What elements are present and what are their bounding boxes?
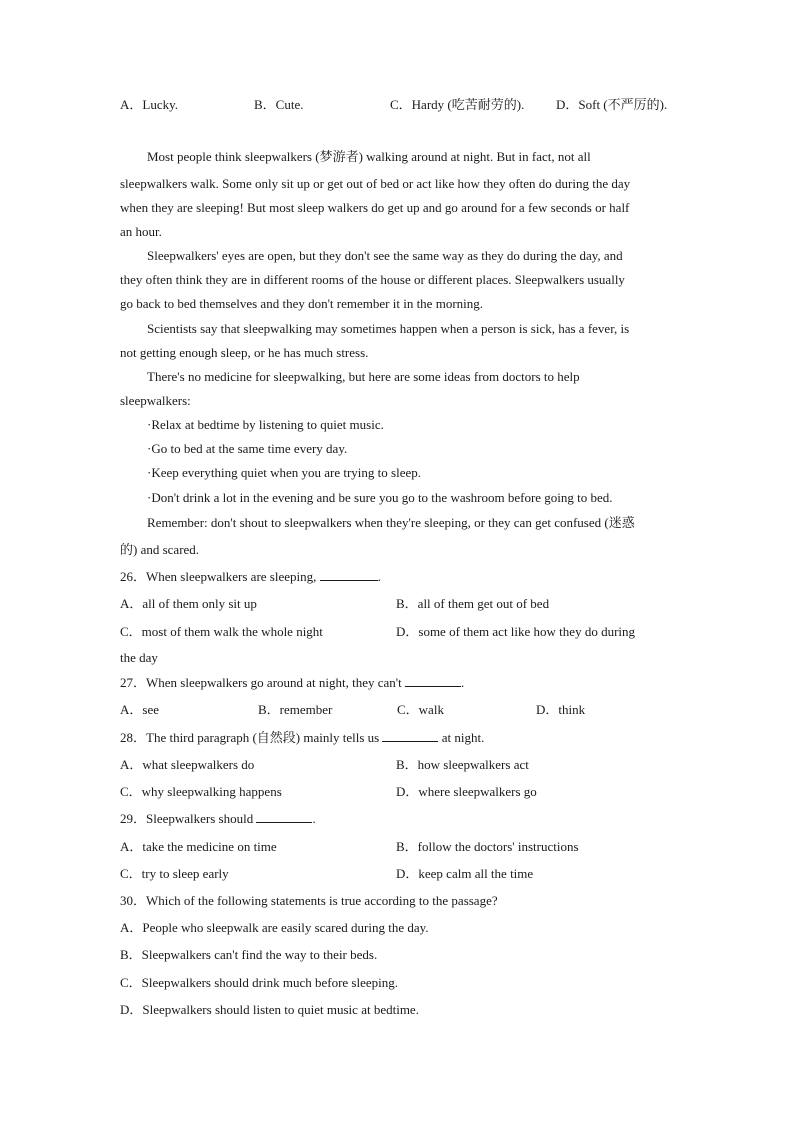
q30-option-d: D．Sleepwalkers should listen to quiet music at bedtime. (120, 1002, 419, 1017)
q29-option-a: A．take the medicine on time (120, 839, 277, 854)
q27-option-c: C．walk (397, 702, 444, 717)
q28-option-d: D．where sleepwalkers go (396, 784, 537, 799)
passage-p5-line-1: Remember: don't shout to sleepwalkers when they're sleeping, or they can get confused (迷惑 (147, 515, 635, 530)
q26-option-b: B．all of them get out of bed (396, 596, 550, 611)
q30-option-b: B．Sleepwalkers can't find the way to their beds. (120, 947, 378, 962)
top-option-d: D．Soft (不严厉的). (556, 97, 668, 112)
tip-item: ·Relax at bedtime by listening to quiet music. (147, 417, 384, 432)
q28-option-b: B．how sleepwalkers act (396, 757, 529, 772)
passage-p4-line-2: sleepwalkers: (120, 393, 191, 408)
question-stem-tail: . (377, 569, 381, 584)
question-29-stem (120, 811, 316, 827)
answer-blank (320, 569, 378, 581)
q26-option-c: C．most of them walk the whole night (120, 624, 323, 639)
q28-option-a: A．what sleepwalkers do (120, 757, 255, 772)
question-27-stem (120, 675, 464, 691)
question-30-stem: 30．Which of the following statements is true according to the passage? (120, 893, 498, 908)
passage-p1-line-2: sleepwalkers walk. Some only sit up or get out of bed or act like how they often do during the day (120, 176, 631, 191)
passage-p4-line-1: There's no medicine for sleepwalking, but here are some ideas from doctors to help (147, 369, 580, 384)
passage-p2-line-2: they often think they are in different rooms of the house or different places. Sleepwalkers usually (120, 272, 625, 287)
q26-option-a: A．all of them only sit up (120, 596, 257, 611)
q27-option-a: A．see (120, 702, 159, 717)
passage-p5-line-2: 的) and scared. (120, 542, 200, 557)
q29-option-c: C．try to sleep early (120, 866, 229, 881)
q28-option-c: C．why sleepwalking happens (120, 784, 282, 799)
answer-blank (256, 811, 312, 823)
q30-option-c: C．Sleepwalkers should drink much before sleeping. (120, 975, 398, 990)
question-stem-tail: at night. (438, 730, 485, 745)
question-stem-text: 27．When sleepwalkers go around at night, they can't (120, 675, 406, 690)
question-26-stem (120, 569, 381, 585)
top-option-c: C．Hardy (吃苦耐劳的). (390, 97, 525, 112)
question-stem-tail: . (312, 811, 316, 826)
passage-p3-line-2: not getting enough sleep, or he has much stress. (120, 345, 369, 360)
q29-option-b: B．follow the doctors' instructions (396, 839, 579, 854)
tip-item: ·Go to bed at the same time every day. (147, 441, 348, 456)
question-stem-text: 29．Sleepwalkers should (120, 811, 257, 826)
passage-p3-line-1: Scientists say that sleepwalking may sometimes happen when a person is sick, has a fever, is (147, 321, 630, 336)
top-option-b: B．Cute. (254, 97, 304, 112)
tip-item: ·Don't drink a lot in the evening and be sure you go to the washroom before going to bed. (147, 490, 613, 505)
top-option-a: A．Lucky. (120, 97, 179, 112)
passage-p1-line-3: when they are sleeping! But most sleep walkers do get up and go around for a few seconds or half (120, 200, 630, 215)
q26-option-d: D．some of them act like how they do during (396, 624, 636, 639)
passage-p2-line-1: Sleepwalkers' eyes are open, but they don't see the same way as they do during the day, and (147, 248, 623, 263)
answer-blank (405, 675, 461, 687)
passage-p1-line-1: Most people think sleepwalkers (梦游者) walking around at night. But in fact, not all (147, 149, 591, 164)
question-stem-text: 26．When sleepwalkers are sleeping, (120, 569, 320, 584)
tip-item: ·Keep everything quiet when you are trying to sleep. (147, 465, 421, 480)
q29-option-d: D．keep calm all the time (396, 866, 534, 881)
answer-blank (382, 730, 438, 742)
passage-p2-line-3: go back to bed themselves and they don't remember it in the morning. (120, 296, 484, 311)
question-stem-tail: . (461, 675, 465, 690)
passage-p1-line-4: an hour. (120, 224, 162, 239)
q30-option-a: A．People who sleepwalk are easily scared during the day. (120, 920, 429, 935)
q26-option-d-continued: the day (120, 650, 158, 665)
q27-option-d: D．think (536, 702, 586, 717)
question-stem-text: 28．The third paragraph (自然段) mainly tells us (120, 730, 383, 745)
q27-option-b: B．remember (258, 702, 333, 717)
question-28-stem (120, 730, 484, 746)
